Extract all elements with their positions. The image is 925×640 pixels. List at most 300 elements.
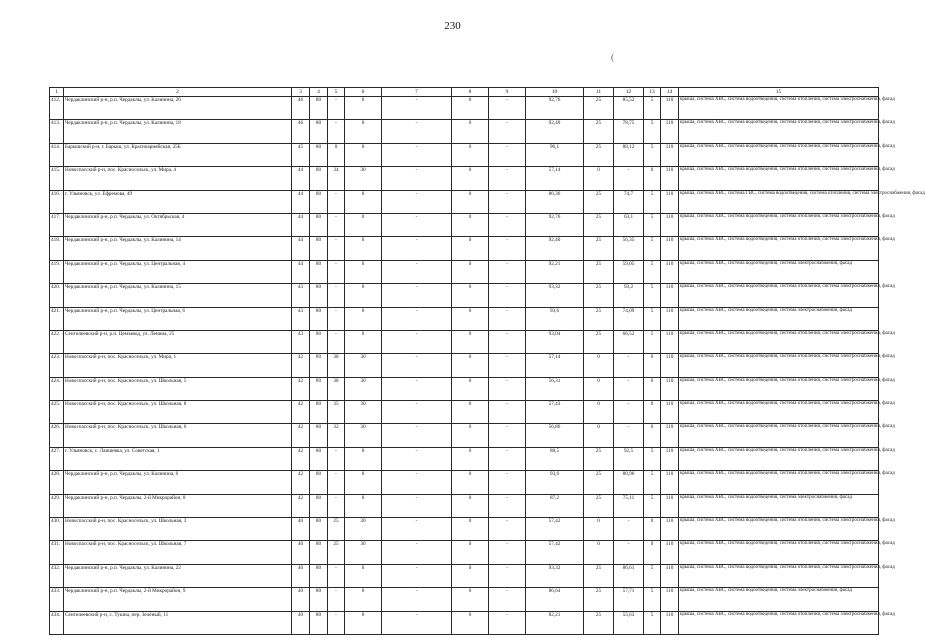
value-cell: 80 — [310, 494, 328, 517]
value-cell: 110 — [661, 401, 679, 424]
value-cell: - — [489, 330, 526, 353]
value-cell: 110 — [661, 307, 679, 330]
value-cell: 110 — [661, 471, 679, 494]
column-header-9: 9 — [489, 88, 526, 97]
page-number: 230 — [444, 20, 461, 32]
value-cell: 0 — [345, 307, 382, 330]
value-cell: - — [489, 307, 526, 330]
value-cell: 0 — [584, 354, 614, 377]
value-cell: 110 — [661, 284, 679, 307]
value-cell: - — [382, 143, 452, 166]
value-cell: - — [614, 541, 644, 564]
table-row — [50, 377, 879, 400]
address-cell: Чердаклинский р-н, р.п. Чердаклы, ул. Центральная, 4 — [64, 260, 292, 283]
works-description-cell: крыша, система ХВС, система водоотведения, система отопления, система электроснабжения, фасад — [679, 330, 879, 353]
address-cell: Барышский р-н, г. Барыш, ул. Красноармейская, 25Б — [64, 143, 292, 166]
row-number: 421. — [50, 307, 64, 330]
column-header-10: 10 — [526, 88, 584, 97]
value-cell: 80 — [310, 143, 328, 166]
table-row — [50, 447, 879, 470]
value-cell: 34 — [328, 167, 345, 190]
row-number: 422. — [50, 330, 64, 353]
row-number: 416. — [50, 190, 64, 213]
column-header-1: 1 — [50, 88, 64, 97]
row-number: 420. — [50, 284, 64, 307]
value-cell: 88,5 — [526, 447, 584, 470]
value-cell: 44 — [292, 167, 310, 190]
value-cell: 5 — [644, 447, 661, 470]
value-cell: 0 — [345, 447, 382, 470]
value-cell: 56,86 — [526, 424, 584, 447]
value-cell: 43 — [292, 307, 310, 330]
value-cell: - — [382, 447, 452, 470]
table-row — [50, 143, 879, 166]
value-cell: 25 — [584, 190, 614, 213]
value-cell: 44 — [292, 260, 310, 283]
table-row — [50, 190, 879, 213]
row-number: 430. — [50, 518, 64, 541]
value-cell: 0 — [584, 377, 614, 400]
row-number: 428. — [50, 471, 64, 494]
value-cell: 82,21 — [526, 611, 584, 634]
value-cell: 80 — [310, 471, 328, 494]
value-cell: 0 — [644, 354, 661, 377]
value-cell: - — [489, 424, 526, 447]
value-cell: 80 — [310, 97, 328, 120]
works-description-cell: крыша, система ХВС, система водоотведения, система отопления, система электроснабжения, фасад — [679, 424, 879, 447]
row-number: 425. — [50, 401, 64, 424]
value-cell: 0 — [452, 330, 489, 353]
value-cell: 92,40 — [526, 120, 584, 143]
value-cell: 80 — [310, 284, 328, 307]
row-number: 429. — [50, 494, 64, 517]
value-cell: 40 — [292, 588, 310, 611]
address-cell: Новоспасский р-н, пос. Красносельск, ул. Школьная, 5 — [64, 377, 292, 400]
value-cell: 0 — [452, 564, 489, 587]
value-cell: - — [489, 588, 526, 611]
value-cell: 0 — [452, 190, 489, 213]
value-cell: 0 — [452, 471, 489, 494]
value-cell: 110 — [661, 424, 679, 447]
row-number: 423. — [50, 354, 64, 377]
value-cell: 75,11 — [614, 494, 644, 517]
value-cell: 110 — [661, 97, 679, 120]
value-cell: 5 — [644, 307, 661, 330]
value-cell: 0 — [452, 424, 489, 447]
value-cell: 5 — [644, 120, 661, 143]
value-cell: 92,40 — [526, 237, 584, 260]
value-cell: 110 — [661, 143, 679, 166]
value-cell: - — [382, 330, 452, 353]
table-row — [50, 424, 879, 447]
value-cell: 5 — [644, 97, 661, 120]
value-cell: 57,14 — [526, 167, 584, 190]
works-description-cell: крыша, система ХВС, система водоотведения, система отопления, система электроснабжения, фасад — [679, 213, 879, 236]
value-cell: 0 — [452, 237, 489, 260]
value-cell: - — [489, 518, 526, 541]
value-cell: 110 — [661, 494, 679, 517]
value-cell: 0 — [452, 611, 489, 634]
value-cell: 85,52 — [614, 97, 644, 120]
table-row — [50, 213, 879, 236]
table-row — [50, 284, 879, 307]
value-cell: 42 — [292, 424, 310, 447]
value-cell: 110 — [661, 588, 679, 611]
value-cell: 0 — [345, 611, 382, 634]
value-cell: 0 — [452, 518, 489, 541]
value-cell: 0 — [328, 143, 345, 166]
works-description-cell: крыша, система ХВС, система водоотведения, система отопления, система электроснабжения, фасад — [679, 377, 879, 400]
column-header-5: 5 — [328, 88, 345, 97]
value-cell: 0 — [584, 401, 614, 424]
address-cell: Сенгилеевский р-н, р.п. Цемзавод, ул. Ленина, 25 — [64, 330, 292, 353]
value-cell: 0 — [345, 494, 382, 517]
value-cell: - — [328, 330, 345, 353]
value-cell: 96,1 — [526, 143, 584, 166]
table-row — [50, 260, 879, 283]
value-cell: 25 — [584, 330, 614, 353]
value-cell: - — [328, 611, 345, 634]
works-description-cell: крыша, система ХВС, система водоотведения, система отопления, система электроснабжения, фасад — [679, 447, 879, 470]
value-cell: 0 — [452, 447, 489, 470]
address-cell: Чердаклинский р-н, р.п. Чердаклы, ул. Октябрьская, 4 — [64, 213, 292, 236]
value-cell: 80 — [310, 307, 328, 330]
value-cell: - — [328, 213, 345, 236]
table-row — [50, 354, 879, 377]
value-cell: 25 — [584, 97, 614, 120]
value-cell: - — [614, 377, 644, 400]
value-cell: 5 — [644, 213, 661, 236]
value-cell: 0 — [452, 120, 489, 143]
value-cell: 0 — [452, 541, 489, 564]
value-cell: 110 — [661, 190, 679, 213]
address-cell: г. Ульяновск, с. Лаишевка, ул. Советская, 1 — [64, 447, 292, 470]
value-cell: 0 — [345, 190, 382, 213]
value-cell: 35 — [328, 401, 345, 424]
value-cell: - — [614, 401, 644, 424]
value-cell: 40 — [292, 541, 310, 564]
value-cell: 80 — [310, 260, 328, 283]
column-header-3: 3 — [292, 88, 310, 97]
row-number: 417. — [50, 213, 64, 236]
value-cell: 5 — [644, 471, 661, 494]
value-cell: 88,12 — [614, 143, 644, 166]
address-cell: Чердаклинский р-н, р.п. Чердаклы, ул. Центральная, 6 — [64, 307, 292, 330]
value-cell: - — [328, 471, 345, 494]
value-cell: - — [328, 237, 345, 260]
value-cell: 80 — [310, 447, 328, 470]
value-cell: 59,05 — [614, 260, 644, 283]
value-cell: 0 — [644, 377, 661, 400]
value-cell: 30 — [345, 518, 382, 541]
value-cell: 0 — [345, 330, 382, 353]
value-cell: - — [382, 213, 452, 236]
value-cell: 0 — [345, 471, 382, 494]
value-cell: 38 — [328, 377, 345, 400]
value-cell: 0 — [345, 120, 382, 143]
value-cell: 25 — [584, 237, 614, 260]
value-cell: 93,6 — [526, 471, 584, 494]
table-row — [50, 588, 879, 611]
address-cell: Чердаклинский р-н, р.п. Чердаклы, ул. Калинина, 26 — [64, 97, 292, 120]
address-cell: Чердаклинский р-н, р.п. Чердаклы, 2-й Микрорайон, 9 — [64, 588, 292, 611]
value-cell: 110 — [661, 541, 679, 564]
value-cell: 0 — [345, 237, 382, 260]
value-cell: - — [328, 97, 345, 120]
value-cell: 40 — [292, 518, 310, 541]
value-cell: - — [489, 237, 526, 260]
value-cell: - — [382, 307, 452, 330]
works-description-cell: крыша, система ХВС, система водоотведения, система электроснабжения, фасад — [679, 588, 879, 611]
value-cell: 25 — [584, 447, 614, 470]
value-cell: 25 — [584, 471, 614, 494]
value-cell: - — [489, 284, 526, 307]
table-row — [50, 167, 879, 190]
table-row — [50, 541, 879, 564]
address-cell: Чердаклинский р-н, р.п. Чердаклы, ул. Калинина, 14 — [64, 237, 292, 260]
value-cell: - — [614, 518, 644, 541]
value-cell: - — [328, 564, 345, 587]
value-cell: 92,76 — [526, 97, 584, 120]
address-cell: Новоспасский р-н, пос. Красносельск, ул. Школьная, 6 — [64, 424, 292, 447]
address-cell: г. Ульяновск, ул. Ефремова, 49 — [64, 190, 292, 213]
value-cell: 5 — [644, 330, 661, 353]
value-cell: - — [489, 564, 526, 587]
value-cell: - — [382, 518, 452, 541]
value-cell: - — [382, 494, 452, 517]
value-cell: - — [382, 611, 452, 634]
value-cell: 110 — [661, 330, 679, 353]
value-cell: 40 — [292, 564, 310, 587]
value-cell: - — [489, 213, 526, 236]
value-cell: - — [489, 401, 526, 424]
stray-mark: ( — [611, 52, 614, 62]
works-description-cell: крыша, система ХВС, система водоотведения, система отопления, система электроснабжения, фасад — [679, 611, 879, 634]
value-cell: 80 — [310, 518, 328, 541]
works-description-cell: крыша, система ХВС, система водоотведения, система отопления, система электроснабжения, фасад — [679, 143, 879, 166]
value-cell: 5 — [644, 237, 661, 260]
value-cell: 46 — [292, 120, 310, 143]
value-cell: 45 — [292, 143, 310, 166]
value-cell: - — [489, 611, 526, 634]
column-header-6: 6 — [345, 88, 382, 97]
value-cell: - — [382, 260, 452, 283]
table-row — [50, 494, 879, 517]
value-cell: 40 — [292, 611, 310, 634]
value-cell: 30 — [345, 401, 382, 424]
works-description-cell: крыша, система ХВС, система водоотведения, система отопления, система электроснабжения, фасад — [679, 97, 879, 120]
works-description-cell: крыша, система ХВС, система водоотведения, система отопления, система электроснабжения, фасад — [679, 518, 879, 541]
address-cell: Чердаклинский р-н, р.п. Чердаклы, ул. Калинина, 15 — [64, 284, 292, 307]
value-cell: 57,42 — [526, 541, 584, 564]
column-header-11: 11 — [584, 88, 614, 97]
value-cell: 25 — [584, 611, 614, 634]
row-number: 431. — [50, 541, 64, 564]
value-cell: 25 — [584, 494, 614, 517]
value-cell: 25 — [328, 518, 345, 541]
value-cell: - — [614, 354, 644, 377]
row-number: 415. — [50, 167, 64, 190]
value-cell: 80 — [310, 354, 328, 377]
value-cell: 43 — [292, 330, 310, 353]
address-cell: Новоспасский р-н, пос. Красносельск, ул. Школьная, 8 — [64, 401, 292, 424]
table-row — [50, 401, 879, 424]
value-cell: - — [489, 471, 526, 494]
register-table — [49, 87, 925, 635]
value-cell: - — [489, 447, 526, 470]
value-cell: - — [489, 354, 526, 377]
value-cell: 42 — [292, 447, 310, 470]
value-cell: 110 — [661, 120, 679, 143]
value-cell: 5 — [644, 143, 661, 166]
value-cell: 0 — [345, 143, 382, 166]
value-cell: 42 — [292, 354, 310, 377]
value-cell: - — [489, 260, 526, 283]
address-cell: Новоспасский р-н, пос. Красносельск, ул. Мира, 4 — [64, 167, 292, 190]
address-cell: Новоспасский р-н, пос. Красносельск, ул. Мира, 1 — [64, 354, 292, 377]
table-row — [50, 237, 879, 260]
value-cell: 5 — [644, 611, 661, 634]
value-cell: 5 — [644, 284, 661, 307]
value-cell: 5 — [644, 190, 661, 213]
value-cell: 110 — [661, 354, 679, 377]
value-cell: 25 — [584, 588, 614, 611]
value-cell: 74,09 — [614, 307, 644, 330]
value-cell: - — [382, 354, 452, 377]
value-cell: 5 — [644, 260, 661, 283]
address-cell: Новоспасский р-н, пос. Красносельск, ул. Школьная, 3 — [64, 518, 292, 541]
value-cell: 80 — [310, 424, 328, 447]
value-cell: 25 — [584, 307, 614, 330]
works-description-cell: крыша, система ХВС, система водоотведения, система отопления, система электроснабжения, фасад — [679, 564, 879, 587]
column-header-4: 4 — [310, 88, 328, 97]
table-row — [50, 471, 879, 494]
address-cell: Чердаклинский р-н, р.п. Чердаклы, ул. Калинина, 22 — [64, 564, 292, 587]
works-description-cell: крыша, система ХВС, система ГВС, система водоотведения, система отопления, система электроснабжения, фасад — [679, 190, 879, 213]
row-number: 413. — [50, 120, 64, 143]
value-cell: - — [328, 190, 345, 213]
value-cell: 25 — [584, 120, 614, 143]
value-cell: 0 — [584, 167, 614, 190]
value-cell: 30 — [345, 424, 382, 447]
value-cell: 25 — [584, 260, 614, 283]
column-header-2: 2 — [64, 88, 292, 97]
works-description-cell: крыша, система ХВС, система водоотведения, система отопления, система электроснабжения, фасад — [679, 120, 879, 143]
row-number: 418. — [50, 237, 64, 260]
value-cell: 110 — [661, 564, 679, 587]
value-cell: 38 — [328, 354, 345, 377]
value-cell: 43 — [292, 284, 310, 307]
value-cell: 87,2 — [526, 494, 584, 517]
address-cell: Новоспасский р-н, пос. Красносельск, ул. Школьная, 7 — [64, 541, 292, 564]
value-cell: 56,31 — [526, 377, 584, 400]
value-cell: 0 — [644, 401, 661, 424]
value-cell: 110 — [661, 447, 679, 470]
row-number: 434. — [50, 611, 64, 634]
value-cell: 92,76 — [526, 213, 584, 236]
value-cell: 74,7 — [614, 190, 644, 213]
table-row — [50, 120, 879, 143]
value-cell: - — [328, 284, 345, 307]
value-cell: 63,1 — [614, 213, 644, 236]
value-cell: - — [614, 167, 644, 190]
value-cell: 0 — [345, 97, 382, 120]
value-cell: 0 — [644, 424, 661, 447]
value-cell: 25 — [584, 564, 614, 587]
address-cell: Чердаклинский р-н, р.п. Чердаклы, ул. Калинина, 18 — [64, 120, 292, 143]
value-cell: 86,64 — [526, 588, 584, 611]
value-cell: 80 — [310, 167, 328, 190]
value-cell: 42 — [292, 401, 310, 424]
value-cell: 44 — [292, 213, 310, 236]
value-cell: 110 — [661, 213, 679, 236]
value-cell: 0 — [452, 143, 489, 166]
table-body — [50, 97, 925, 635]
value-cell: 30 — [345, 541, 382, 564]
value-cell: 0 — [345, 260, 382, 283]
value-cell: 42 — [292, 377, 310, 400]
value-cell: - — [382, 401, 452, 424]
value-cell: - — [382, 588, 452, 611]
value-cell: 0 — [345, 588, 382, 611]
address-cell: Чердаклинский р-н, р.п. Чердаклы, ул. Калинина, 6 — [64, 471, 292, 494]
value-cell: - — [489, 120, 526, 143]
value-cell: 0 — [452, 213, 489, 236]
value-cell: 30 — [345, 167, 382, 190]
value-cell: 56,35 — [614, 237, 644, 260]
works-description-cell: крыша, система ХВС, система водоотведения, система отопления, система электроснабжения, фасад — [679, 541, 879, 564]
value-cell: - — [614, 424, 644, 447]
value-cell: - — [489, 377, 526, 400]
value-cell: 80 — [310, 213, 328, 236]
value-cell: 86,36 — [526, 190, 584, 213]
value-cell: - — [382, 120, 452, 143]
value-cell: 80 — [310, 541, 328, 564]
value-cell: 80 — [310, 588, 328, 611]
value-cell: 0 — [584, 541, 614, 564]
value-cell: - — [382, 97, 452, 120]
works-description-cell: крыша, система ХВС, система водоотведения, система отопления, система электроснабжения, фасад — [679, 284, 879, 307]
value-cell: 0 — [452, 284, 489, 307]
value-cell: - — [489, 143, 526, 166]
value-cell: 110 — [661, 518, 679, 541]
value-cell: 0 — [644, 541, 661, 564]
row-number: 426. — [50, 424, 64, 447]
value-cell: 30 — [345, 354, 382, 377]
value-cell: - — [328, 588, 345, 611]
row-number: 414. — [50, 143, 64, 166]
value-cell: 80 — [310, 237, 328, 260]
value-cell: 80 — [310, 611, 328, 634]
value-cell: - — [328, 120, 345, 143]
column-header-14: 14 — [661, 88, 679, 97]
value-cell: 80 — [310, 330, 328, 353]
value-cell: 5 — [644, 588, 661, 611]
value-cell: - — [382, 471, 452, 494]
value-cell: 93,32 — [526, 564, 584, 587]
value-cell: 0 — [452, 260, 489, 283]
value-cell: 44 — [292, 237, 310, 260]
value-cell: 0 — [452, 354, 489, 377]
value-cell: 57,71 — [614, 588, 644, 611]
value-cell: 0 — [452, 377, 489, 400]
value-cell: - — [382, 284, 452, 307]
table-row — [50, 97, 879, 120]
value-cell: 110 — [661, 167, 679, 190]
value-cell: 0 — [452, 401, 489, 424]
value-cell: 57,42 — [526, 518, 584, 541]
value-cell: 30 — [345, 377, 382, 400]
